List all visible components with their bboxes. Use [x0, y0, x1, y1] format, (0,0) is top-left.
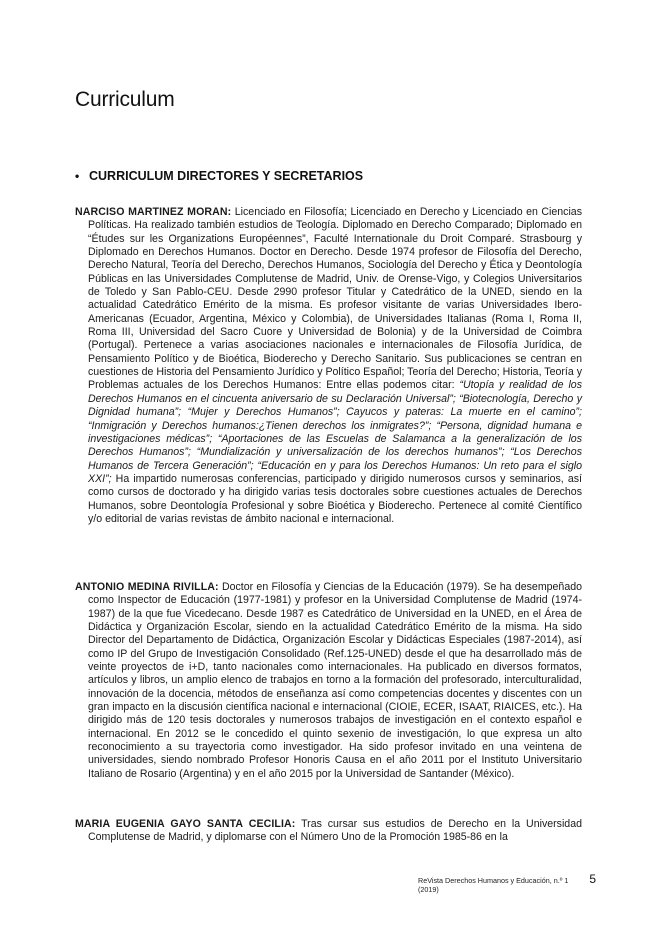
entry-paragraph — [75, 818, 582, 845]
entry-name: ANTONIO MEDINA RIVILLA: — [75, 581, 219, 593]
section-heading — [75, 169, 363, 183]
entry-name: MARIA EUGENIA GAYO SANTA CECILIA: — [75, 818, 296, 830]
section-heading-text: CURRICULUM DIRECTORES Y SECRETARIOS — [89, 169, 364, 183]
entry-paragraph — [75, 206, 582, 526]
section-bullet: • — [75, 169, 80, 183]
page-footer — [418, 872, 596, 894]
entry-text-continued: Ha impartido numerosas conferencias, participado y dirigido numerosos cursos y seminarios, así como cursos de doctorado y ha dirigido varias tesis doctorales sobre cuestiones actuales de Derechos Humanos, sobre Deontología Profesional y sobre Bioética y Bioderecho. Pertenece al comité Científico y/o editorial de varias revistas de ámbito nacional e internacional. — [88, 472, 582, 525]
curriculum-entry — [75, 581, 582, 781]
curriculum-entry — [75, 206, 582, 526]
entry-paragraph — [75, 581, 582, 781]
journal-citation: ReVista Derechos Humanos y Educación, n.º 1 (2019) — [418, 876, 569, 894]
entry-name: NARCISO MARTINEZ MORAN: — [75, 206, 232, 218]
curriculum-entry — [75, 818, 582, 845]
page-number: 5 — [589, 872, 596, 886]
page-title: Curriculum — [75, 88, 175, 111]
entry-text: Licenciado en Filosofía; Licenciado en Derecho y Licenciado en Ciencias Políticas. Ha realizado también estudios de Teología. Diplomado en Derecho Comparado; Diplomado en “Études sur les Organizations Européennes”, Faculté Internationale du Droit Comparé. Strasbourg y Diplomado en Derechos Humanos. Doctor en Derecho. Desde 1974 profesor de Filosofía del Derecho, Derecho Natural, Teoría del Derecho, Derechos Humanos, Sociología del Derecho y Ética y Deontología Públicas en las Universidades Complutense de Madrid, Univ. de Orense-Vigo, y Colegios Universitarios de Toledo y San Pablo-CEU. Desde 2990 profesor Titular y Catedrático de la UNED, siendo en la actualidad Catedrático Emérito de la misma. Es profesor visitante de varias Universidades Ibero-Americanas (Ecuador, Argentina, México y Colombia), de Universidades Italianas (Roma I, Roma II, Roma III, Universidad del Sacro Cuore y Universidad de Bolonia) y de la Universidad de Coimbra (Portugal). Pertenece a varias asociaciones nacionales e internacionales de Filosofía Jurídica, de Pensamiento Político y de Bioética, Bioderecho y Derecho Sanitario. Sus publicaciones se centran en cuestiones de Historia del Pensamiento Jurídico y Político Español; Teoría del Derecho; Historia, Teoría y Problemas actuales de los Derechos Humanos: Entre ellas podemos citar: — [88, 206, 582, 392]
entry-text: Doctor en Filosofía y Ciencias de la Educación (1979). Se ha desempeñado como Inspector de Educación (1977-1981) y profesor en la Universidad Complutense de Madrid (1974-1987) de la que fue Vicedecano. Desde 1987 es Catedrático de Universidad en la UNED, en el Área de Didáctica y Organización Escolar, siendo en la actualidad Catedrático Emérito de la misma. Ha sido Director del Departamento de Didáctica, Organización Escolar y Didácticas Especiales (1987-2014), así como IP del Grupo de Investigación Consolidado (Ref.125-UNED) desde el que ha desarrollado más de veinte proyectos de i+D, tanto nacionales como internacionales. Ha publicado en diversos formatos, artículos y libros, un amplio elenco de trabajos en torno a la formación del profesorado, interculturalidad, innovación de la docencia, métodos de enseñanza así como competencias docentes y discentes con un gran impacto en la discusión científica nacional e internacional (CIOIE, ECER, ISAAT, RIAICES, etc.). Ha dirigido más de 120 tesis doctorales y numerosos trabajos de investigación en el contexto español e internacional. En 2012 se le concedido el quinto sexenio de investigación, lo que expresa un alto reconocimiento a su trayectoria como investigador. Ha sido profesor invitado en una veintena de universidades, siendo nombrado Profesor Honoris Causa en el año 2011 por el Instituto Universitario Italiano de Rosario (Argentina) y en el año 2015 por la Universidad de Santander (México). — [88, 581, 582, 780]
entry-works: “Utopía y realidad de los Derechos Humanos en el cincuenta aniversario de su Declaración Universal”; “Biotecnología, Derecho y Dignidad humana”; “Mujer y Derechos Humanos”; Cayucos y pateras: La muerte en el camino”; “Inmigración y Derechos humanos:¿Tienen derechos los inmigrates?”; “Persona, dignidad humana e investigaciones médicas”; “Aportaciones de las Escuelas de Salamanca a la generalización de los Derechos Humanos”; “Mundialización y universalización de los derechos humanos”; “Los Derechos Humanos de Tercera Generación”; “Educación en y para los Derechos Humanos: Un reto para el siglo XXI”; — [88, 379, 582, 485]
entry-text: Tras cursar sus estudios de Derecho en la Universidad Complutense de Madrid, y diplomarse con el Número Uno de la Promoción 1985-86 en la — [88, 818, 582, 844]
